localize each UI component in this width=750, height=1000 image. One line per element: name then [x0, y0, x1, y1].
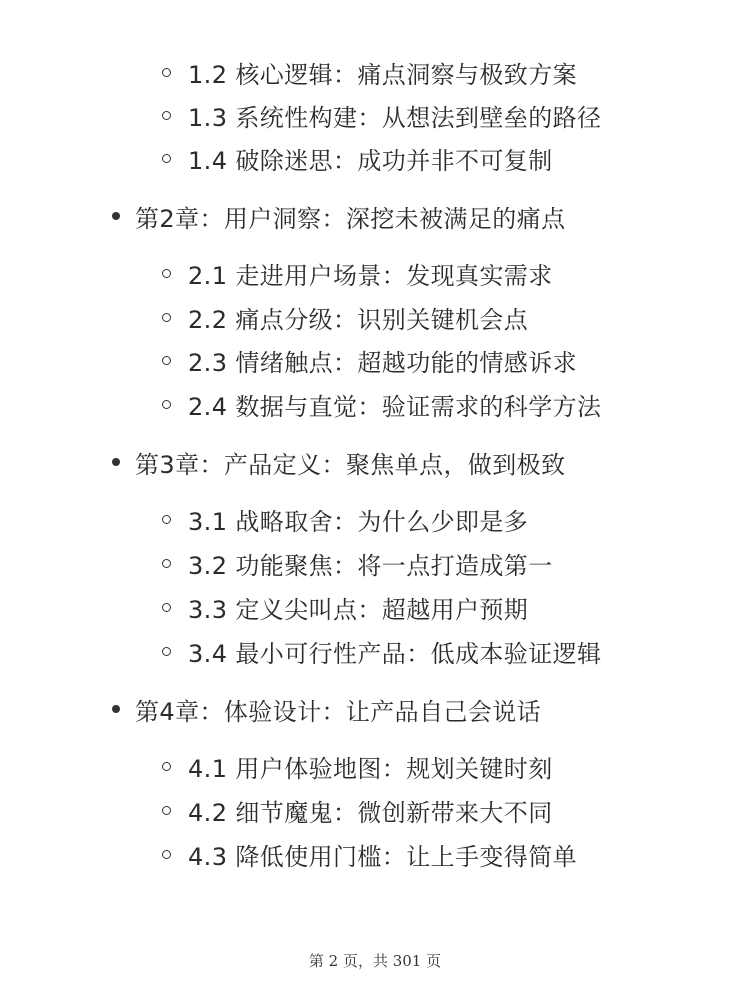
outline-item-text: 3.4 最小可行性产品：低成本验证逻辑 — [188, 639, 602, 668]
solid-bullet-icon — [112, 212, 120, 220]
outline-item-1-4 — [162, 138, 553, 178]
page-number-footer: 第 2 页，共 301 页 — [308, 952, 442, 970]
outline-item-text: 2.1 走进用户场景：发现真实需求 — [188, 261, 553, 290]
outline-item-text: 1.3 系统性构建：从想法到壁垒的路径 — [188, 103, 602, 132]
outline-item-2-2 — [162, 297, 528, 337]
chapter-title: 第2章：用户洞察：深挖未被满足的痛点 — [135, 204, 566, 233]
hollow-bullet-icon — [162, 356, 171, 365]
hollow-bullet-icon — [162, 806, 171, 815]
hollow-bullet-icon — [162, 111, 171, 120]
outline-item-2-1 — [162, 253, 553, 293]
outline-item-1-3 — [162, 95, 601, 135]
outline-item-3-4 — [162, 631, 601, 671]
chapter-title: 第4章：体验设计：让产品自己会说话 — [135, 697, 542, 726]
hollow-bullet-icon — [162, 850, 171, 859]
hollow-bullet-icon — [162, 647, 171, 656]
outline-item-text: 4.1 用户体验地图：规划关键时刻 — [188, 754, 553, 783]
hollow-bullet-icon — [162, 154, 171, 163]
chapter-item-4 — [112, 689, 541, 729]
outline-item-3-1 — [162, 499, 528, 539]
outline-item-text: 2.3 情绪触点：超越功能的情感诉求 — [188, 348, 577, 377]
outline-item-text: 1.4 破除迷思：成功并非不可复制 — [188, 146, 553, 175]
outline-item-1-2 — [162, 52, 577, 92]
outline-item-4-1 — [162, 746, 553, 786]
outline-item-2-3 — [162, 340, 577, 380]
hollow-bullet-icon — [162, 68, 171, 77]
outline-item-text: 3.1 战略取舍：为什么少即是多 — [188, 507, 529, 536]
outline-item-text: 2.2 痛点分级：识别关键机会点 — [188, 305, 529, 334]
hollow-bullet-icon — [162, 400, 171, 409]
outline-item-3-2 — [162, 543, 553, 583]
solid-bullet-icon — [112, 705, 120, 713]
hollow-bullet-icon — [162, 559, 171, 568]
chapter-item-2 — [112, 196, 565, 236]
hollow-bullet-icon — [162, 313, 171, 322]
outline-item-text: 4.2 细节魔鬼：微创新带来大不同 — [188, 798, 553, 827]
hollow-bullet-icon — [162, 603, 171, 612]
solid-bullet-icon — [112, 458, 120, 466]
outline-item-text: 3.3 定义尖叫点：超越用户预期 — [188, 595, 529, 624]
chapter-item-3 — [112, 442, 565, 482]
hollow-bullet-icon — [162, 515, 171, 524]
outline-item-text: 2.4 数据与直觉：验证需求的科学方法 — [188, 392, 602, 421]
outline-item-3-3 — [162, 587, 528, 627]
outline-item-text: 1.2 核心逻辑：痛点洞察与极致方案 — [188, 60, 577, 89]
outline-item-4-3 — [162, 834, 577, 874]
hollow-bullet-icon — [162, 269, 171, 278]
outline-item-4-2 — [162, 790, 553, 830]
outline-item-2-4 — [162, 384, 601, 424]
outline-item-text: 3.2 功能聚焦：将一点打造成第一 — [188, 551, 553, 580]
outline-item-text: 4.3 降低使用门槛：让上手变得简单 — [188, 842, 577, 871]
hollow-bullet-icon — [162, 762, 171, 771]
chapter-title: 第3章：产品定义：聚焦单点，做到极致 — [135, 450, 566, 479]
